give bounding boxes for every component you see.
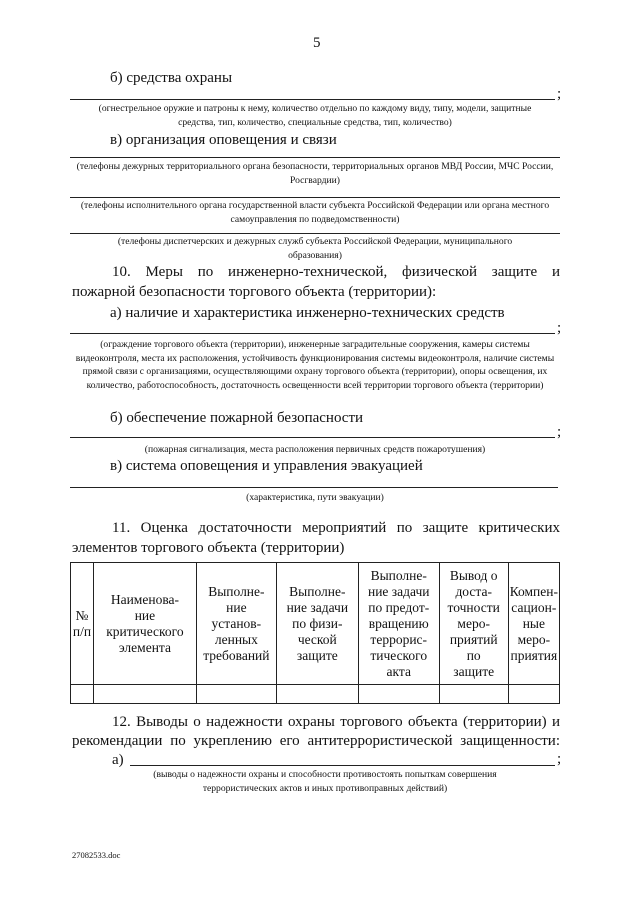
header-terror-prevention: Выполне- ние задачи по предот- вращению террорис- тического акта: [358, 563, 439, 685]
fill-line: [70, 233, 560, 234]
table-header-row: [71, 563, 560, 685]
table-cell[interactable]: [93, 685, 196, 704]
fill-line: [70, 197, 560, 198]
fill-line: [70, 99, 555, 100]
engineering-heading: а) наличие и характеристика инженерно-технических средств: [110, 305, 505, 321]
section10-line2: пожарной безопасности торгового объекта (территории):: [72, 284, 437, 300]
table-row: [71, 685, 560, 704]
section11-line2: элементов торгового объекта (территории): [72, 540, 345, 556]
page-number: 5: [313, 35, 321, 51]
section12-line2: рекомендации по укреплению его антитеррористической защищенности:: [72, 733, 560, 749]
header-element-name: Наименова- ние критического элемента: [93, 563, 196, 685]
fire-safety-heading: б) обеспечение пожарной безопасности: [110, 410, 364, 426]
communication-heading: в) организация оповещения и связи: [110, 132, 337, 148]
conclusions-a-label: а): [112, 752, 124, 768]
table-cell[interactable]: [71, 685, 94, 704]
evacuation-heading: в) система оповещения и управления эвакуацией: [110, 458, 423, 474]
table-cell[interactable]: [276, 685, 358, 704]
header-sufficiency: Вывод о доста- точности меро- приятий по защите: [439, 563, 508, 685]
guard-means-caption: (огнестрельное оружие и патроны к нему, количество отдельно по каждому виду, типу, модели, защитные средства, тип, количество, специальные средства, тип, количество): [98, 103, 532, 128]
communication-caption-1: (телефоны дежурных территориального органа безопасности, территориальных органов МВД России, МЧС России, Росгвардии): [76, 161, 554, 186]
header-compensation: Компен- сацион- ные меро- приятия: [508, 563, 559, 685]
terminator: ;: [557, 424, 562, 440]
header-number: № п/п: [71, 563, 94, 685]
table-cell[interactable]: [439, 685, 508, 704]
section10-line1: 10. Меры по инженерно-технической, физической защите и: [112, 264, 560, 280]
fill-line: [70, 487, 558, 488]
table-cell[interactable]: [508, 685, 559, 704]
engineering-caption: (ограждение торгового объекта (территории), инженерные заградительные сооружения, камеры системы видеоконтроля, места их расположения, устойчивость функционирования системы видеоконтроля, наличие системы прямой связи с организациями, осуществляющими охрану торгового объекта (территории), опоры освещения, их количество, работоспособность, достаточность освещенности всей территории торгового объекта (территории): [75, 339, 555, 391]
footer-filename: 27082533.doc: [72, 850, 121, 860]
terminator: ;: [557, 86, 562, 102]
terminator: ;: [557, 320, 562, 336]
fill-line: [70, 333, 555, 334]
fill-line: [130, 765, 555, 766]
fire-safety-caption: (пожарная сигнализация, места расположения первичных средств пожаротушения): [144, 444, 486, 455]
fill-line: [70, 437, 555, 438]
table-cell[interactable]: [358, 685, 439, 704]
table-cell[interactable]: [196, 685, 276, 704]
guard-means-heading: б) средства охраны: [110, 70, 233, 86]
assessment-table: [70, 562, 560, 704]
evacuation-caption: (характеристика, пути эвакуации): [246, 492, 384, 503]
header-physical-protection: Выполне- ние задачи по физи- ческой защите: [276, 563, 358, 685]
conclusions-caption: (выводы о надежности охраны и способности противостоять попыткам совершения террористических актов и иных противоправных действий): [153, 769, 497, 794]
terminator: ;: [557, 751, 562, 767]
section12-line1: 12. Выводы о надежности охраны торгового объекта (территории) и: [112, 714, 560, 730]
fill-line: [70, 157, 560, 158]
communication-caption-2: (телефоны исполнительного органа государственной власти субъекта Российской Федерации или органа местного самоуправления по подведомственности): [80, 200, 550, 225]
section11-line1: 11. Оценка достаточности мероприятий по защите критических: [112, 520, 560, 536]
communication-caption-3: (телефоны диспетчерских и дежурных служб субъекта Российской Федерации, муниципального образования): [117, 236, 513, 261]
header-requirements: Выполне- ние установ- ленных требований: [196, 563, 276, 685]
